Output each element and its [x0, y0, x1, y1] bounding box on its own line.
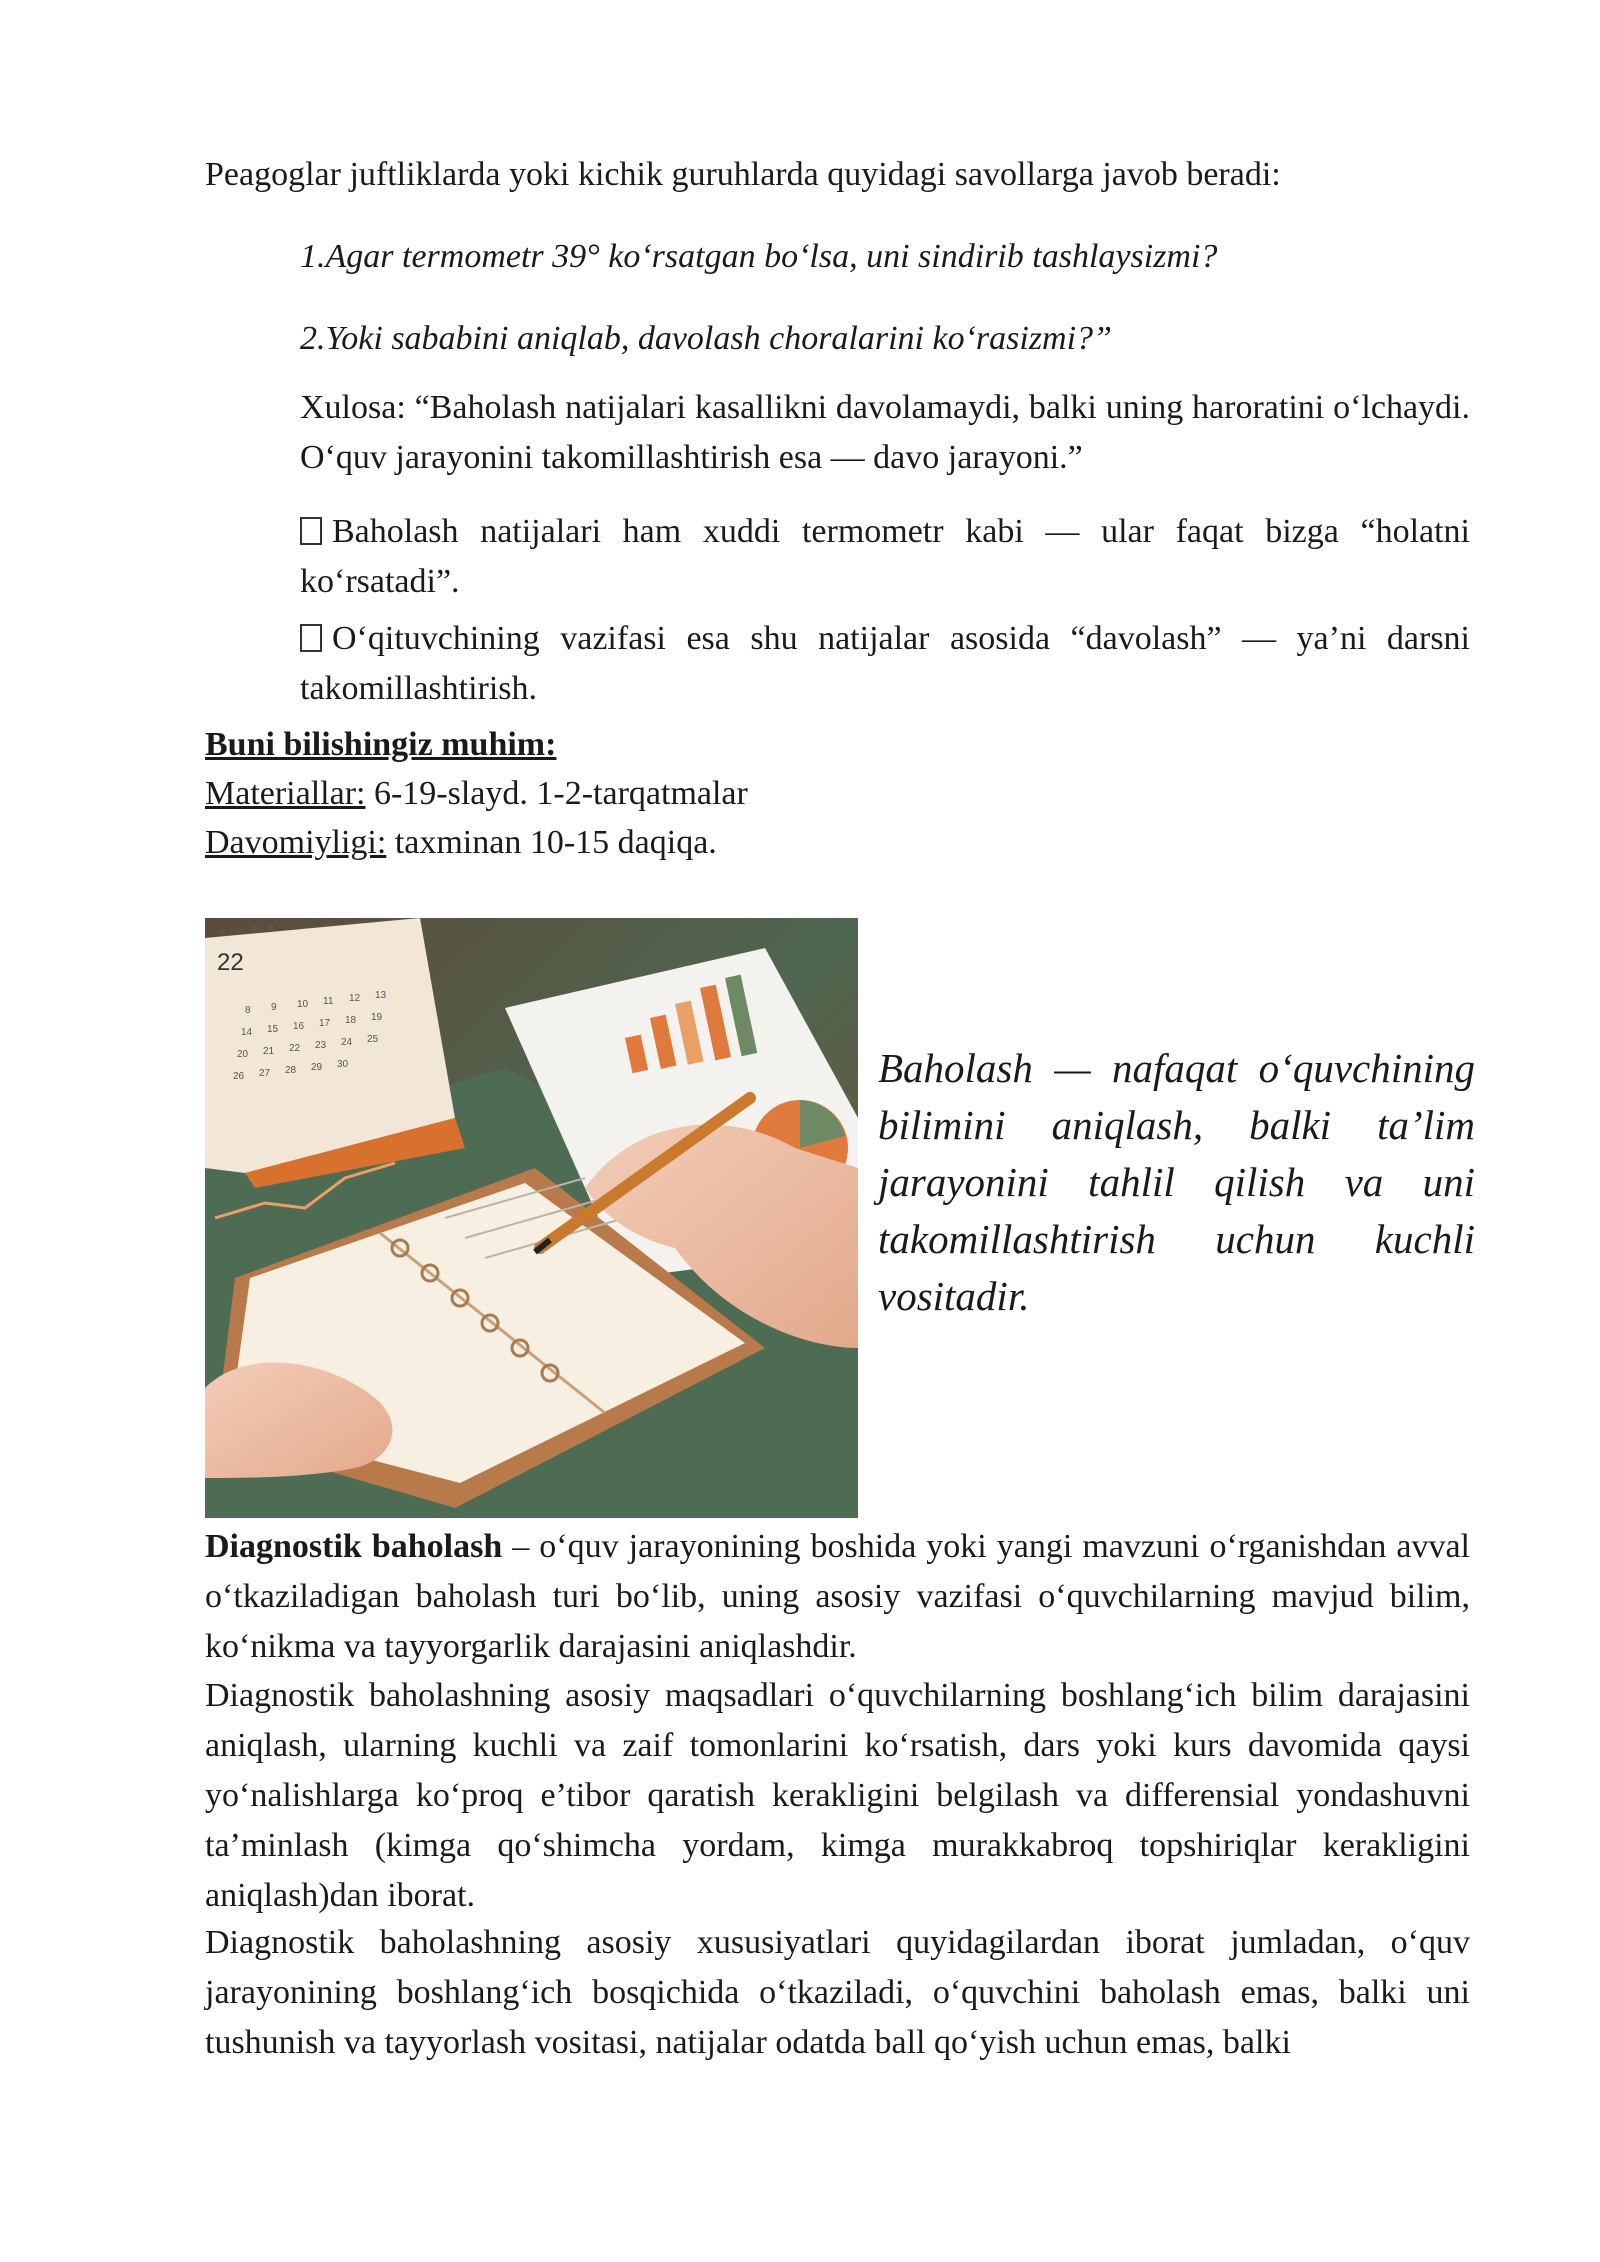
diagnostic-goals-paragraph: Diagnostik baholashning asosiy maqsadlari o‘quvchilarning boshlang‘ich bilim darajasini aniqlash, ularning kuchli va zaif tomonlarini ko‘rsatish, dars yoki kurs davomida qaysi yo‘nalishlarga ko‘proq e’tibor qaratish kerakligini belgilash va differensial yondashuvni ta’minlash (kimga qo‘shimcha yordam, kimga murakkabroq topshiriqlar kerakligini aniqlash)dan iborat. — [205, 1677, 1470, 1914]
calendar-date: 29 — [311, 1062, 323, 1073]
calendar-date: 9 — [271, 1002, 277, 1013]
calendar-date: 23 — [315, 1040, 327, 1051]
calendar-date: 15 — [267, 1024, 279, 1035]
calendar-date: 19 — [371, 1012, 383, 1023]
calendar-date: 8 — [245, 1005, 251, 1016]
bullet-item-1 — [300, 507, 1470, 607]
calendar-date: 13 — [375, 990, 387, 1001]
diagnostic-term: Diagnostik baholash — [205, 1528, 503, 1565]
question-2: 2.Yoki sababini aniqlab, davolash choralarini ko‘rasizmi?” — [300, 320, 1112, 357]
calendar-date: 11 — [323, 996, 334, 1007]
bullet-box-icon — [300, 517, 322, 545]
duration-value: taxminan 10-15 daqiqa. — [386, 824, 717, 861]
calendar-date: 28 — [285, 1065, 297, 1076]
calendar-date: 22 — [289, 1043, 301, 1054]
calendar-date: 25 — [367, 1034, 379, 1045]
calendar-notebook-photo — [205, 918, 858, 1518]
calendar-date: 10 — [297, 999, 309, 1010]
quote-text: Baholash — nafaqat o‘quvchining bilimini aniqlash, balki ta’lim jarayonini tahlil qilish va uni takomillashtirish uchun kuchli vositadir. — [878, 1045, 1475, 1319]
calendar-date: 17 — [319, 1018, 331, 1029]
calendar-date: 27 — [259, 1068, 271, 1079]
bullet-text-1: Baholash natijalari ham xuddi termometr kabi — ular faqat bizga “holatni ko‘rsatadi”. — [300, 513, 1470, 600]
duration-label: Davomiyligi: — [205, 824, 387, 861]
bullet-text-2: O‘qituvchining vazifasi esa shu natijalar asosida “davolash” — ya’ni darsni takomillashtirish. — [300, 620, 1470, 707]
calendar-date: 21 — [263, 1046, 275, 1057]
diagnostic-features-paragraph: Diagnostik baholashning asosiy xususiyatlari quyidagilardan iborat jumladan, o‘quv jarayonining boshlang‘ich bosqichida o‘tkaziladi, o‘quvchini baholash emas, balki uni tushunish va tayyorlash vositasi, natijalar odatda ball qo‘yish uchun emas, balki — [205, 1924, 1470, 2061]
materials-label: Materiallar: — [205, 775, 366, 812]
diagnostic-definition-paragraph — [205, 1522, 1470, 1672]
calendar-date: 26 — [233, 1071, 245, 1082]
calendar-date: 24 — [341, 1037, 353, 1048]
diagnostic-definition: – o‘quv jarayonining boshida yoki yangi mavzuni o‘rganishdan avval o‘tkaziladigan baholash turi bo‘lib, uning asosiy vazifasi o‘quvchilarning mavjud bilim, ko‘nikma va tayyorgarlik darajasini aniqlashdir. — [205, 1528, 1470, 1665]
important-heading: Buni bilishingiz muhim: — [205, 726, 557, 763]
duration-line — [205, 818, 717, 868]
materials-value: 6-19-slayd. 1-2-tarqatmalar — [365, 775, 748, 812]
calendar-date: 14 — [241, 1027, 253, 1038]
intro-paragraph: Peagoglar juftliklarda yoki kichik guruhlarda quyidagi savollarga javob beradi: — [205, 156, 1281, 193]
calendar-day-number: 22 — [217, 949, 244, 976]
calendar-date: 18 — [345, 1015, 357, 1026]
bullet-item-2 — [300, 614, 1470, 714]
materials-line — [205, 769, 748, 819]
bullet-box-icon — [300, 624, 322, 652]
conclusion-paragraph: Xulosa: “Baholash natijalari kasallikni davolamaydi, balki uning haroratini o‘lchaydi. O‘quv jarayonini takomillashtirish esa — davo jarayoni.” — [300, 389, 1470, 476]
calendar-date: 16 — [293, 1021, 305, 1032]
question-1: 1.Agar termometr 39° ko‘rsatgan bo‘lsa, uni sindirib tashlaysizmi? — [300, 238, 1218, 275]
calendar-date: 12 — [349, 993, 361, 1004]
calendar-date: 30 — [337, 1059, 349, 1070]
calendar-date: 20 — [237, 1049, 249, 1060]
